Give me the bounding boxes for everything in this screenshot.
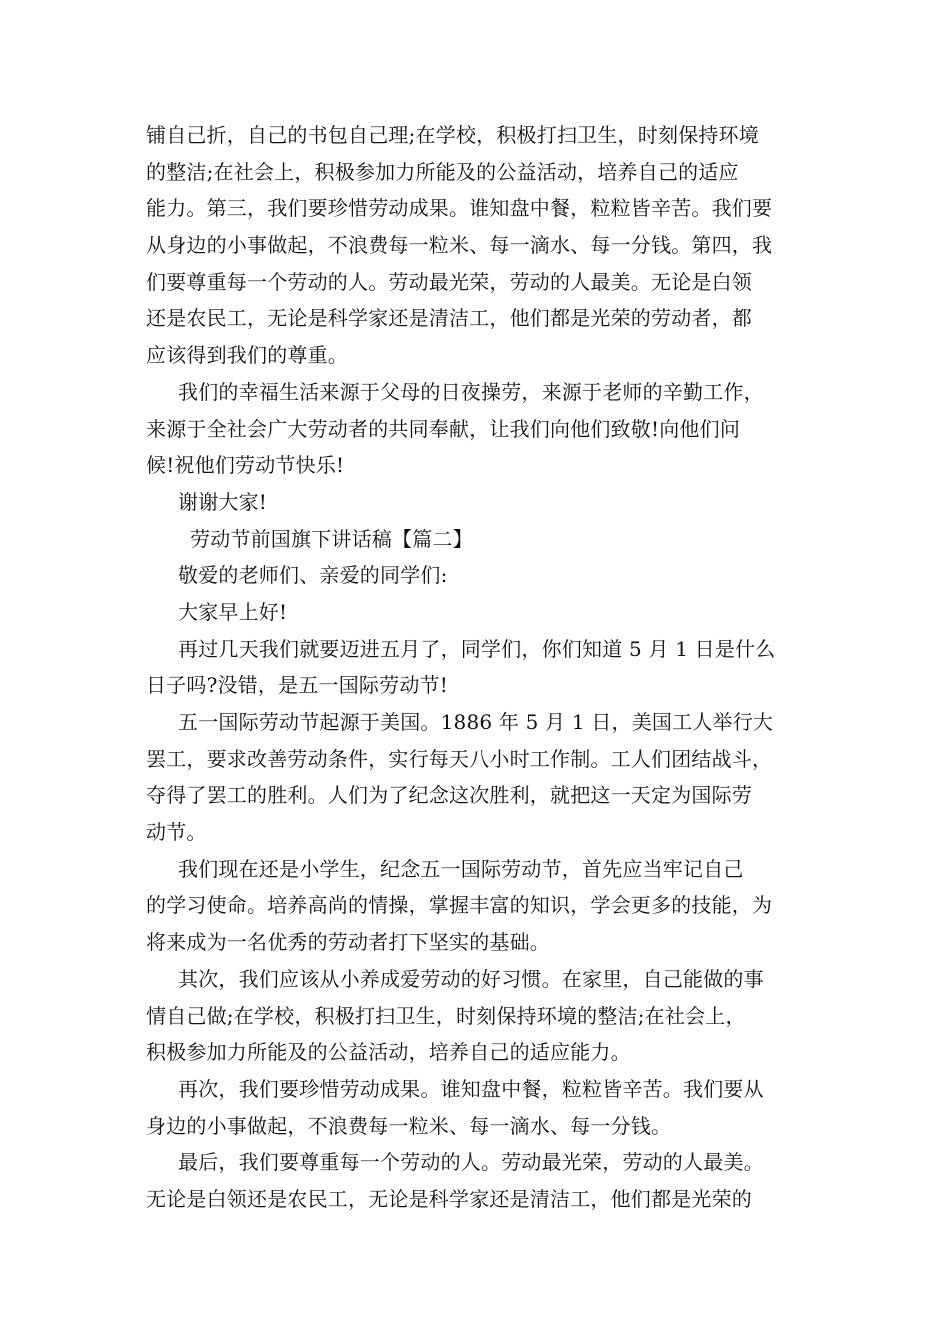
text-line: 的整洁;在社会上，积极参加力所能及的公益活动，培养自己的适应 [146, 159, 739, 184]
text-line: 应该得到我们的尊重。 [146, 343, 348, 368]
text-line: 谢谢大家! [178, 489, 268, 514]
section-heading: 劳动节前国旗下讲话稿【篇二】 [190, 526, 473, 551]
text-line: 日子吗?没错，是五一国际劳动节! [146, 673, 448, 698]
text-line: 无论是白领还是农民工，无论是科学家还是清洁工，他们都是光荣的 [146, 1186, 752, 1211]
text-line: 大家早上好! [178, 599, 288, 624]
document-page [146, 117, 822, 1218]
text-line: 我们现在还是小学生，纪念五一国际劳动节，首先应当牢记自己 [178, 856, 744, 881]
text-line: 铺自己折，自己的书包自己理;在学校，积极打扫卫生，时刻保持环境 [146, 123, 759, 147]
text-line: 们要尊重每一个劳动的人。劳动最光荣，劳动的人最美。无论是白领 [146, 269, 752, 294]
text-line: 最后，我们要尊重每一个劳动的人。劳动最光荣，劳动的人最美。 [178, 1150, 764, 1175]
text-line: 再过几天我们就要迈进五月了，同学们，你们知道 5 月 1 日是什么 [178, 636, 776, 661]
text-line: 还是农民工，无论是科学家还是清洁工，他们都是光荣的劳动者，都 [146, 306, 752, 331]
text-line: 候!祝他们劳动节快乐! [146, 453, 345, 478]
text-line: 将来成为一名优秀的劳动者打下坚实的基础。 [146, 930, 550, 955]
text-line: 的学习使命。培养高尚的情操，掌握丰富的知识，学会更多的技能，为 [146, 893, 773, 918]
text-line: 我们的幸福生活来源于父母的日夜操劳，来源于老师的辛勤工作， [178, 379, 764, 404]
text-line: 再次，我们要珍惜劳动成果。谁知盘中餐，粒粒皆辛苦。我们要从 [178, 1076, 764, 1101]
text-line: 从身边的小事做起，不浪费每一粒米、每一滴水、每一分钱。第四，我 [146, 233, 773, 258]
text-line: 夺得了罢工的胜利。人们为了纪念这次胜利，就把这一天定为国际劳 [146, 783, 752, 808]
text-line: 五一国际劳动节起源于美国。1886 年 5 月 1 日，美国工人举行大 [178, 710, 774, 734]
text-line: 能力。第三，我们要珍惜劳动成果。谁知盘中餐，粒粒皆辛苦。我们要 [146, 196, 773, 221]
text-line: 情自己做;在学校，积极打扫卫生，时刻保持环境的整洁;在社会上， [146, 1003, 746, 1028]
text-line: 其次，我们应该从小养成爱劳动的好习惯。在家里，自己能做的事 [178, 966, 764, 991]
text-line: 敬爱的老师们、亲爱的同学们: [178, 563, 448, 588]
text-line: 罢工，要求改善劳动条件，实行每天八小时工作制。工人们团结战斗， [146, 746, 773, 771]
text-line: 动节。 [146, 820, 207, 845]
text-line: 积极参加力所能及的公益活动，培养自己的适应能力。 [146, 1040, 631, 1065]
text-line: 身边的小事做起，不浪费每一粒米、每一滴水、每一分钱。 [146, 1113, 672, 1138]
text-line: 来源于全社会广大劳动者的共同奉献，让我们向他们致敬!向他们问 [146, 416, 741, 441]
